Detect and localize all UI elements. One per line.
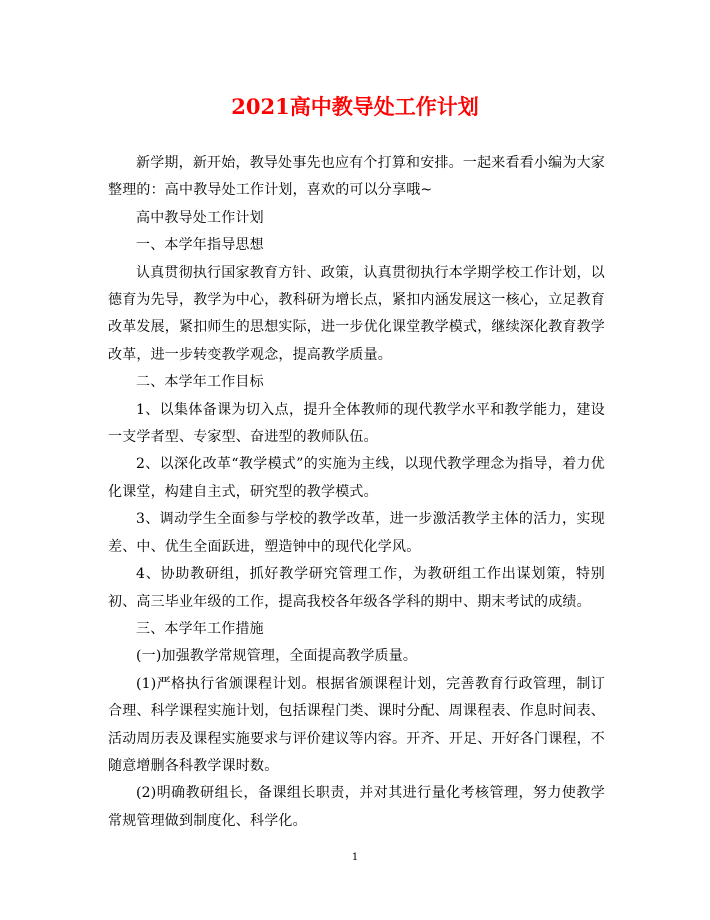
measure-item-2: (2)明确教研组长，备课组长职责，并对其进行量化考核管理，努力使教学常规管理做到制度化、科学化。 [108,785,605,829]
section-heading-work-goals: 二、本学年工作目标 [136,374,264,391]
paragraph-guiding-thought: 认真贯彻执行国家教育方针、政策，认真贯彻执行本学期学校工作计划，以德育为先导，教学为中心，教科研为增长点，紧扣内涵发展这一核心，立足教育改革发展，紧扣师生的思想实际，进一步优化课堂教学模式，继续深化教育教学改革，进一步转变教学观念，提高教学质量。 [108,264,605,363]
measure-subheading-1: (一)加强教学常规管理，全面提高教学质量。 [136,648,418,665]
section-heading-work-measures: 三、本学年工作措施 [136,620,264,637]
goal-item-4: 4、协助教研组，抓好教学研究管理工作，为教研组工作出谋划策，特别初、高三毕业年级的工作，提高我校各年级各学科的期中、期末考试的成绩。 [108,566,605,610]
goal-item-1: 1、以集体备课为切入点，提升全体教师的现代教学水平和教学能力，建设一支学者型、专家型、奋进型的教师队伍。 [108,401,605,446]
page-number: 1 [351,852,359,863]
section-heading-guiding-thought: 一、本学年指导思想 [136,237,264,254]
goal-item-3: 3、调动学生全面参与学校的教学改革，进一步激活教学主体的活力，实现差、中、优生全面跃进，塑造钟中的现代化学风。 [108,511,605,555]
document-title: 2021高中教导处工作计划 [231,94,479,119]
subtitle-line: 高中教导处工作计划 [136,209,264,226]
intro-paragraph: 新学期，新开始，教导处事先也应有个打算和安排。一起来看看小编为大家整理的：高中教导处工作计划，喜欢的可以分享哦~ [108,155,605,199]
measure-item-1: (1)严格执行省颁课程计划。根据省颁课程计划，完善教育行政管理，制订合理、科学课程实施计划，包括课程门类、课时分配、周课程表、作息时间表、活动周历表及课程实施要求与评价建议等内容。开齐、开足、开好各门课程，不随意增删各科教学课时数。 [108,675,605,774]
document-body [108,150,605,835]
goal-item-2: 2、以深化改革“教学模式”的实施为主线，以现代教学理念为指导，着力优化课堂，构建自主式，研究型的教学模式。 [108,456,605,500]
